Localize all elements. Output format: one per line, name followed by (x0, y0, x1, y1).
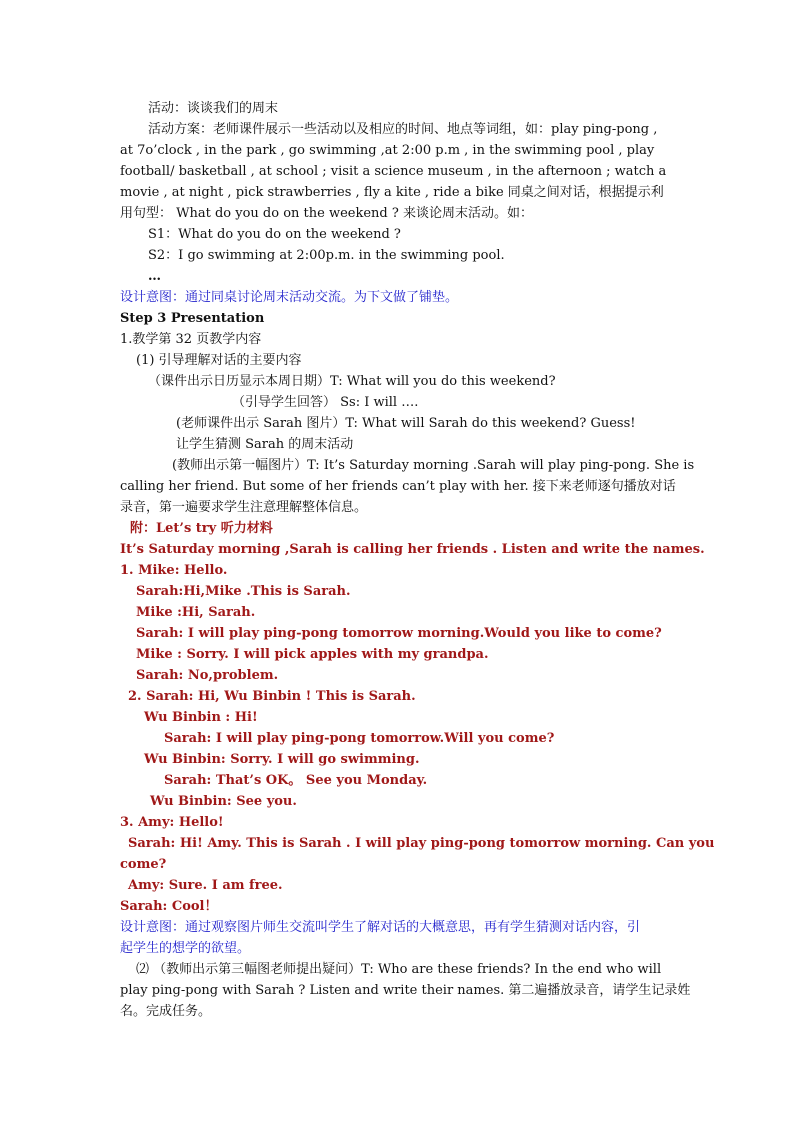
sub-heading: (1) 引导理解对话的主要内容 (136, 353, 302, 368)
guess-instruction: 让学生猜测 Sarah 的周末活动 (176, 437, 354, 452)
dialogue-2-line: Wu Binbin: Sorry. I will go swimming. (144, 752, 420, 767)
teacher-line: 录音，第一遍要求学生注意理解整体信息。 (120, 500, 368, 515)
dialogue-2-line: Sarah: I will play ping-pong tomorrow.Will you come? (164, 731, 555, 746)
dialogue-1-line: Mike : Sorry. I will pick apples with my grandpa. (136, 647, 489, 662)
dialogue-2-line: 2. Sarah: Hi, Wu Binbin ! This is Sarah. (128, 689, 416, 704)
dialogue-1-line: Mike :Hi, Sarah. (136, 605, 256, 620)
dialogue-1-line: Sarah: No,problem. (136, 668, 279, 683)
dialogue-1-line: 1. Mike: Hello. (120, 563, 228, 578)
activity-plan-line: 活动方案：老师课件展示一些活动以及相应的时间、地点等词组，如：play ping-pong , (148, 122, 658, 137)
dialogue-1-line: Sarah: I will play ping-pong tomorrow morning.Would you like to come? (136, 626, 662, 641)
teacher-line: (老师课件出示 Sarah 图片）T: What will Sarah do this weekend? Guess! (176, 416, 636, 431)
teacher-line: ⑵ （教师出示第三幅图老师提出疑问）T: Who are these friends? In the end who will (136, 962, 662, 977)
ellipsis: … (148, 269, 161, 284)
teacher-line: (教师出示第一幅图片）T: It’s Saturday morning .Sarah will play ping-pong. She is (172, 458, 695, 473)
teaching-content-heading: 1.教学第 32 页教学内容 (120, 332, 262, 347)
dialogue-3-line: come? (120, 857, 167, 872)
design-intent: 起学生的想学的欲望。 (120, 941, 251, 956)
dialogue-s1: S1：What do you do on the weekend ? (148, 227, 401, 242)
dialogue-s2: S2：I go swimming at 2:00p.m. in the swimming pool. (148, 248, 505, 263)
activity-plan-line: football/ basketball , at school ; visit a science museum , in the afternoon ; watch a (120, 164, 667, 179)
listening-material-heading: 附：Let’s try 听力材料 (130, 521, 273, 536)
dialogue-1-line: Sarah:Hi,Mike .This is Sarah. (136, 584, 351, 599)
step-heading: Step 3 Presentation (120, 311, 265, 326)
listening-intro: It’s Saturday morning ,Sarah is calling her friends . Listen and write the names. (120, 542, 705, 557)
teacher-line: （课件出示日历显示本周日期）T: What will you do this weekend? (148, 374, 556, 389)
activity-plan-line: movie , at night , pick strawberries , fly a kite , ride a bike 同桌之间对话，根据提示利 (120, 185, 664, 200)
teacher-line: calling her friend. But some of her friends can’t play with her. 接下来老师逐句播放对话 (120, 479, 676, 494)
dialogue-3-line: Sarah: Hi! Amy. This is Sarah . I will play ping-pong tomorrow morning. Can you (128, 836, 715, 851)
dialogue-2-line: Sarah: That’s OK。 See you Monday. (164, 773, 428, 788)
dialogue-2-line: Wu Binbin: See you. (150, 794, 297, 809)
dialogue-3-line: Amy: Sure. I am free. (128, 878, 283, 893)
activity-plan-line: 用句型： What do you do on the weekend ? 来谈论周末活动。如： (120, 206, 533, 221)
teacher-line: play ping-pong with Sarah ? Listen and write their names. 第二遍播放录音，请学生记录姓 (120, 983, 691, 998)
activity-title: 活动：谈谈我们的周末 (148, 101, 279, 116)
activity-plan-line: at 7o’clock , in the park , go swimming ,at 2:00 p.m , in the swimming pool , play (120, 143, 655, 158)
design-intent: 设计意图：通过观察图片师生交流叫学生了解对话的大概意思，再有学生猜测对话内容，引 (120, 920, 641, 935)
dialogue-3-line: Sarah: Cool！ (120, 899, 218, 914)
students-line: （引导学生回答） Ss: I will …. (232, 395, 419, 410)
dialogue-3-line: 3. Amy: Hello! (120, 815, 224, 830)
teacher-line: 名。完成任务。 (120, 1004, 212, 1019)
design-intent: 设计意图：通过同桌讨论周末活动交流。为下文做了铺垫。 (120, 290, 459, 305)
dialogue-2-line: Wu Binbin : Hi! (144, 710, 258, 725)
